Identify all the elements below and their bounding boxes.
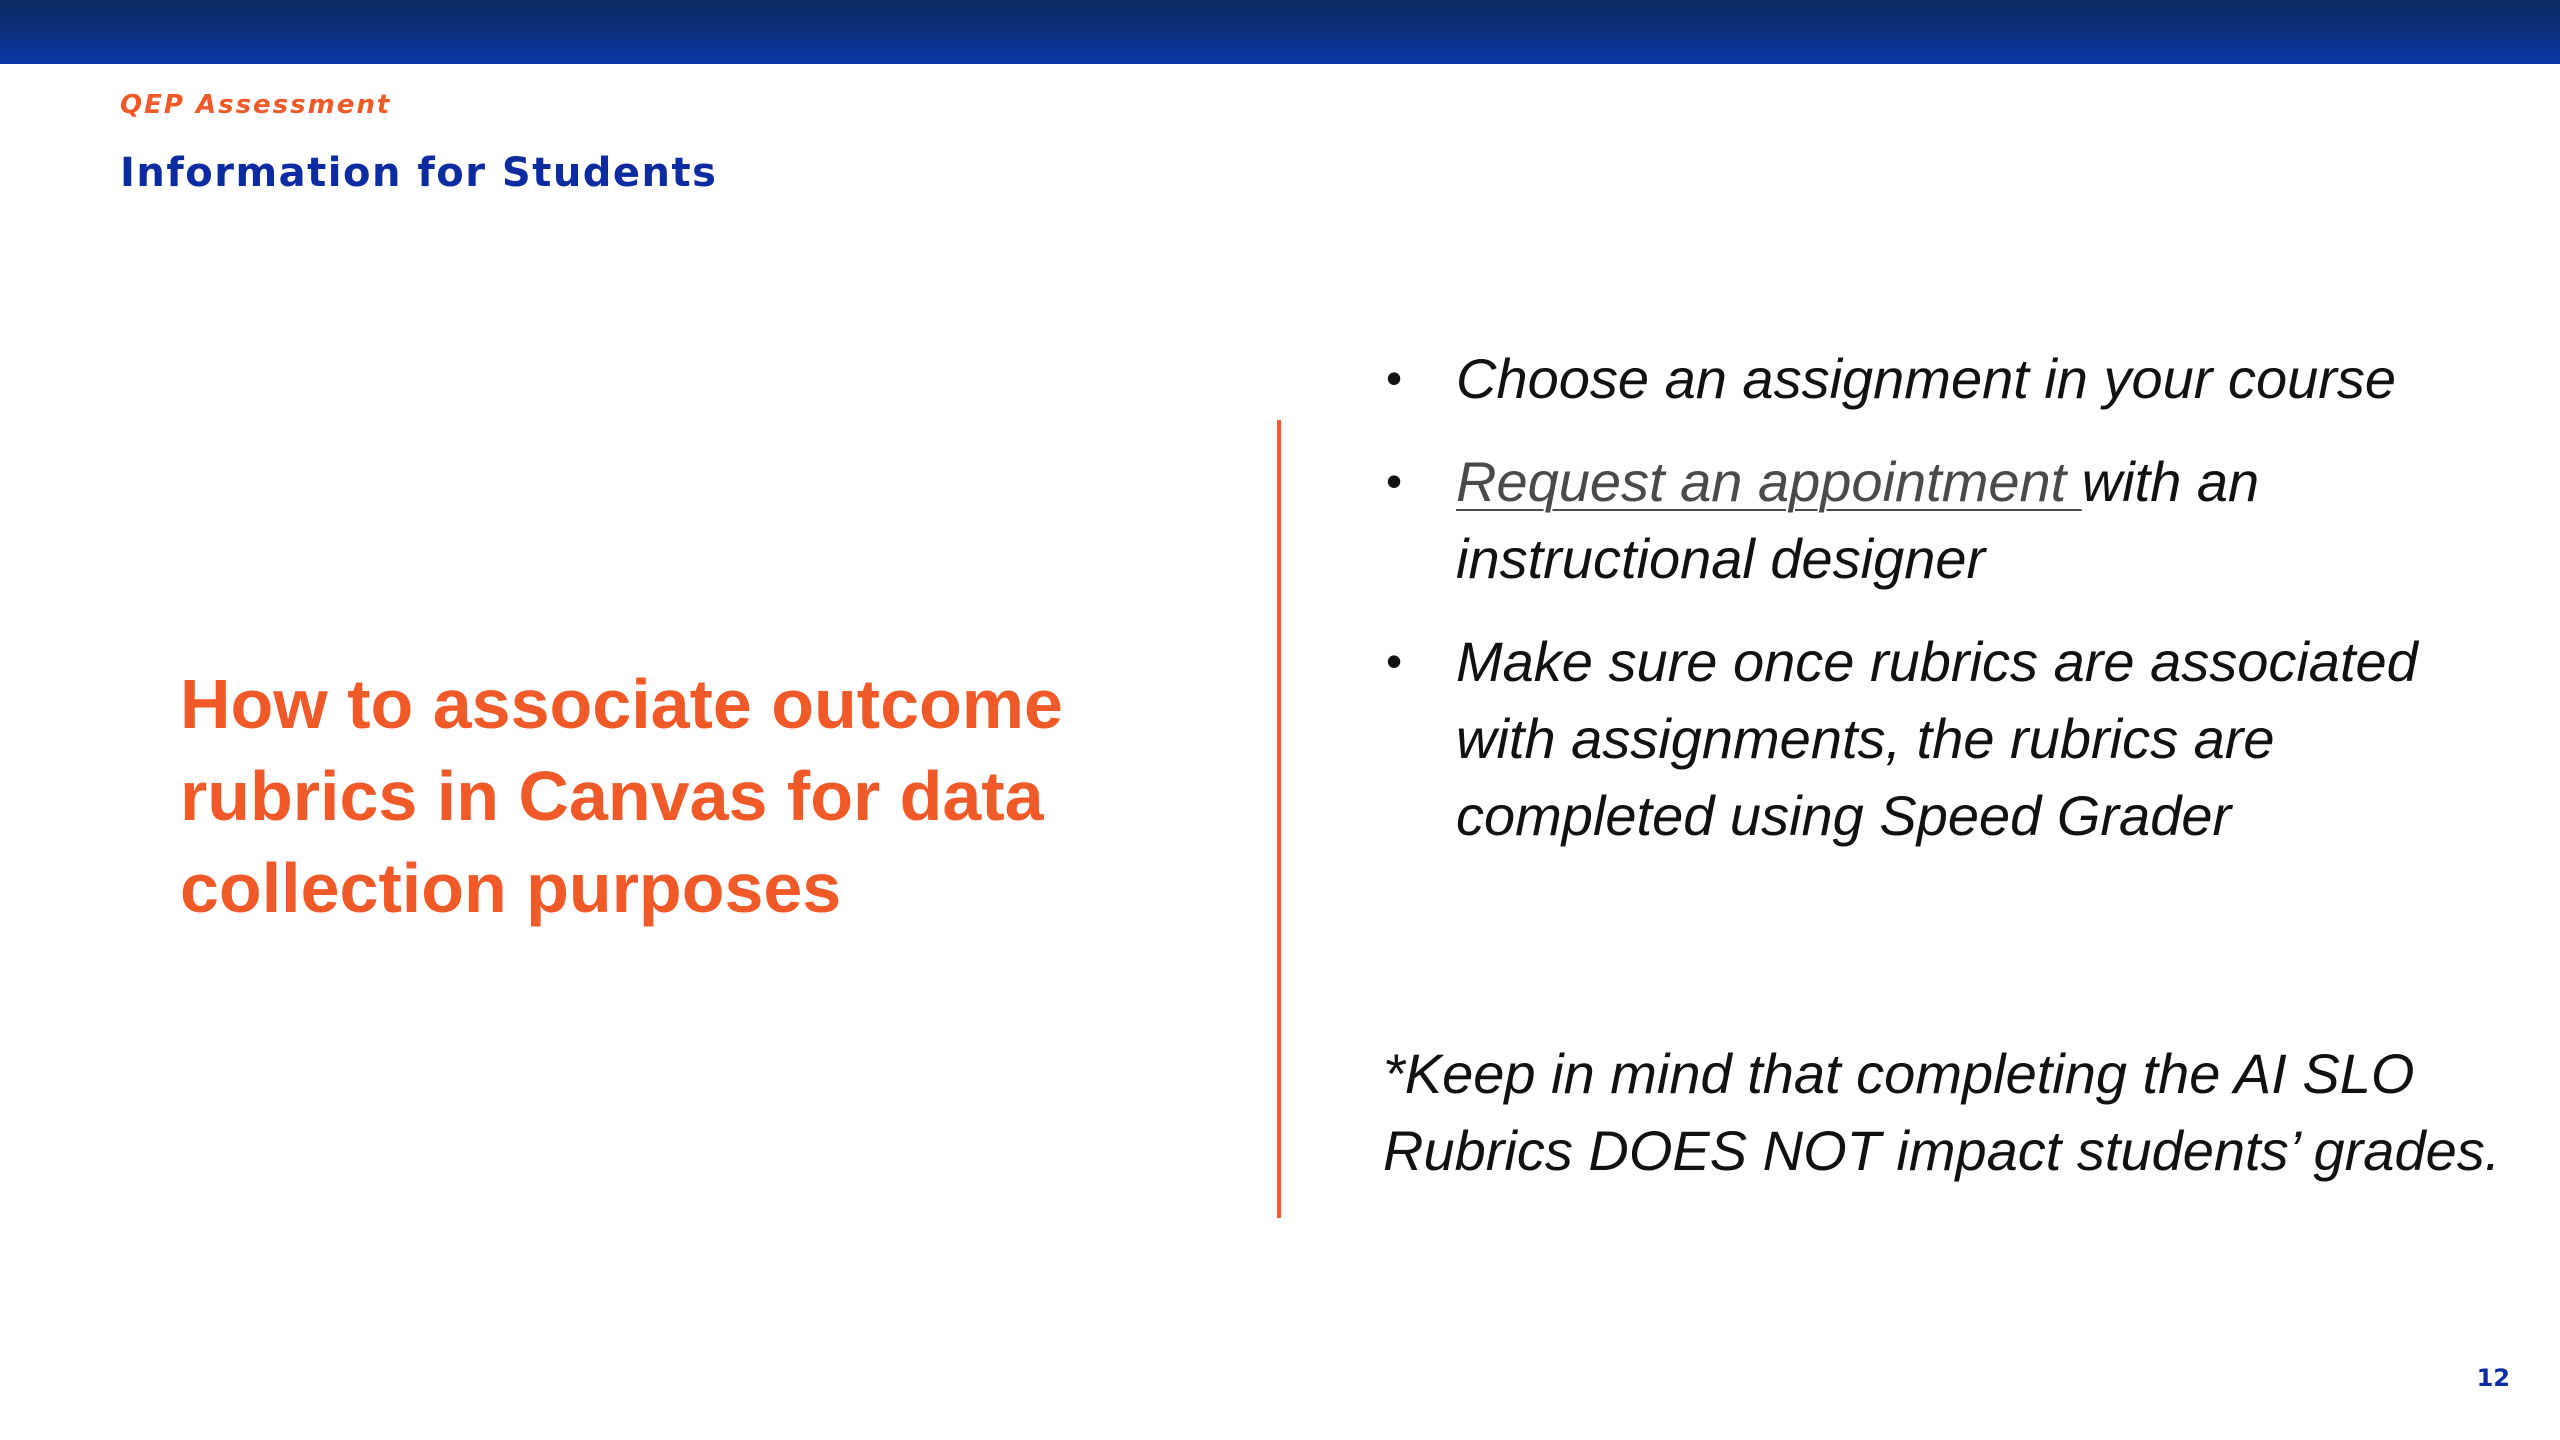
bullet-item-request-appointment	[1380, 443, 2460, 597]
footnote: *Keep in mind that completing the AI SLO Rubrics DOES NOT impact students’ grades.	[1383, 1042, 2501, 1182]
vertical-divider	[1277, 420, 1281, 1218]
top-banner	[0, 0, 2560, 64]
bullet-item-speed-grader	[1380, 623, 2460, 854]
bullet-icon: •	[1386, 455, 1403, 507]
slide-kicker: QEP Assessment	[120, 90, 392, 120]
bullet-icon: •	[1386, 352, 1403, 404]
bullet-icon: •	[1386, 635, 1403, 687]
bullet-list	[1380, 340, 2460, 880]
bullet-text: Choose an assignment in your course	[1456, 347, 2397, 410]
bullet-text: Make sure once rubrics are associated with assignments, the rubrics are completed using Speed Grader	[1456, 630, 2418, 847]
slide-headline: How to associate outcome rubrics in Canvas for data collection purposes	[180, 665, 1063, 927]
request-appointment-link[interactable]: Request an appointment	[1456, 450, 2082, 513]
bullet-text: with an instructional designer	[1456, 450, 2260, 590]
bullet-item-choose-assignment	[1380, 340, 2460, 417]
page-number: 12	[2476, 1364, 2510, 1392]
section-title: Information for Students	[120, 150, 718, 196]
